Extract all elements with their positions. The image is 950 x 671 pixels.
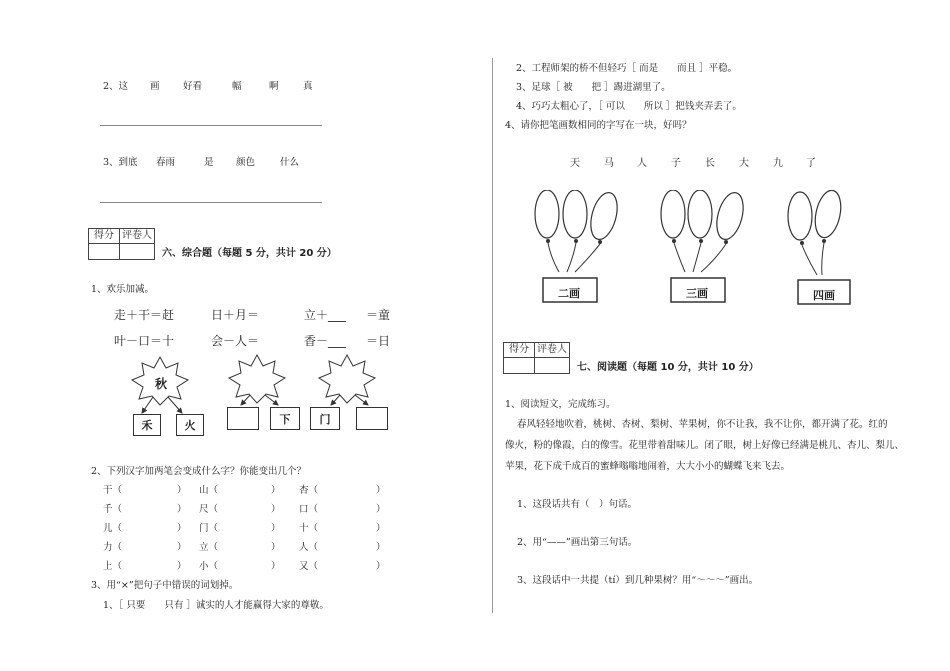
balloon (661, 190, 685, 238)
grader-label: 评卷人 (119, 229, 154, 243)
paren-close: ） (177, 523, 187, 534)
s6q3-item[interactable]: 2、工程师架的桥不但轻巧［ 而是 而且 ］平稳。 (516, 63, 738, 74)
stroke-char: 了 (806, 158, 816, 169)
stroke-char: 长 (705, 158, 715, 169)
box-char: 禾 (141, 419, 153, 432)
equation: 会－人＝ (211, 334, 260, 348)
stroke-char: 天 (570, 158, 580, 169)
char-prompt: 干（ (103, 485, 123, 496)
q2-word: 画 (150, 81, 160, 92)
char-prompt: 口（ (299, 504, 319, 515)
balloon (563, 190, 587, 238)
paren-close: ） (177, 561, 187, 572)
paren-close: ） (177, 504, 187, 515)
paren-close: ） (271, 542, 281, 553)
paren-close: ） (376, 561, 386, 572)
char-prompt: 门（ (199, 523, 219, 534)
star-1-right-box[interactable] (176, 414, 204, 436)
q2-answer-line[interactable] (100, 125, 322, 126)
q2-word: 啊 (269, 81, 279, 92)
q2-word: 真 (303, 81, 313, 92)
equation: 走＋干＝赶 (114, 308, 175, 322)
score-label: 得分 (94, 230, 114, 241)
s6q3-item[interactable]: 4、巧巧太粗心了，［ 可以 所以 ］把钱夹弄丢了。 (516, 101, 742, 112)
char-prompt: 人（ (299, 542, 319, 553)
s6q2-title: 2、下列汉字加两笔会变成什么字？你能变出几个？ (91, 466, 307, 477)
paren-close: ） (271, 561, 281, 572)
equation: 立＋___ (304, 308, 347, 322)
equation: 香－___ (304, 334, 347, 348)
balloon (535, 190, 559, 238)
score-box (503, 342, 570, 374)
star-3-right-box[interactable] (356, 407, 388, 430)
box-char: 门 (319, 412, 331, 426)
balloon (688, 190, 712, 238)
stroke-char: 人 (637, 158, 647, 169)
score-box (88, 228, 155, 260)
s7q1-title: 1、阅读短文，完成练习。 (505, 399, 616, 410)
group-label: 四画 (813, 289, 835, 302)
box-char: 下 (279, 412, 291, 426)
stroke-char: 马 (604, 158, 614, 169)
equation: ＝日 (366, 334, 391, 348)
star-1-left-box[interactable] (133, 414, 161, 436)
reading-question[interactable]: 2、用“——”画出第三句话。 (517, 537, 638, 548)
paren-close: ） (376, 523, 386, 534)
char-prompt: 小（ (199, 561, 219, 572)
char-prompt: 儿（ (103, 523, 123, 534)
column-divider (492, 58, 493, 613)
balloon (788, 192, 812, 240)
s6q3-item[interactable]: 3、足球［ 被 把 ］踢进湖里了。 (516, 82, 671, 93)
q2-number: 2、这 (103, 81, 129, 92)
char-prompt: 立（ (199, 542, 219, 553)
box-char: 火 (184, 419, 196, 432)
star-3-left-box[interactable] (310, 407, 340, 430)
score-label: 得分 (509, 344, 529, 355)
star-2-left-box[interactable] (227, 407, 259, 430)
balloon (586, 190, 622, 242)
paren-close: ） (376, 485, 386, 496)
star-2-right-box[interactable] (270, 407, 300, 430)
grader-label: 评卷人 (534, 343, 569, 357)
paren-close: ） (376, 504, 386, 515)
char-prompt: 力（ (103, 542, 123, 553)
q3-word: 是 (204, 157, 214, 168)
char-prompt: 上（ (103, 561, 123, 572)
q3-word: 颜色 (236, 157, 256, 168)
section-6-title: 六、综合题（每题 5 分，共计 20 分） (162, 248, 337, 259)
s6q3-item[interactable]: 1、［ 只要 只有 ］诚实的人才能赢得大家的尊敬。 (103, 600, 329, 611)
char-prompt: 又（ (299, 561, 319, 572)
balloon (712, 190, 748, 242)
star-shape-3 (319, 355, 375, 403)
char-prompt: 山（ (199, 485, 219, 496)
passage-line: 苹果，花下成千成百的蜜蜂嗡嗡地闹着，大大小小的蝴蝶飞来飞去。 (505, 461, 791, 472)
char-prompt: 千（ (103, 504, 123, 515)
star-shape-2 (229, 355, 285, 403)
group-label: 三画 (686, 287, 708, 300)
char-prompt: 杏（ (299, 485, 319, 496)
passage-line: 春风轻轻地吹着，桃树、杏树、梨树、苹果树，你不让我，我不让你，都开满了花。红的 (517, 419, 888, 430)
score-field[interactable] (89, 244, 119, 259)
score-field[interactable] (504, 358, 534, 373)
stroke-char: 大 (739, 158, 749, 169)
paren-close: ） (271, 523, 281, 534)
balloon (811, 190, 844, 240)
reading-question[interactable]: 3、这段话中一共提（tí）到几种果树？用“～～～”画出。 (517, 575, 759, 586)
equation: 日＋月＝ (211, 308, 260, 322)
grader-field[interactable] (534, 358, 569, 373)
q3-word: 春雨 (156, 157, 176, 168)
q3-word: 什么 (280, 157, 300, 168)
char-prompt: 十（ (299, 523, 319, 534)
q3-answer-line[interactable] (100, 202, 322, 203)
paren-close: ） (177, 542, 187, 553)
equation: 叶－口＝十 (114, 334, 175, 348)
s6q3-title: 3、用“×”把句子中错误的词划掉。 (91, 580, 239, 591)
q3-number: 3、到底 (103, 157, 138, 168)
q2-word: 好看 (183, 81, 203, 92)
group-label: 二画 (558, 287, 580, 300)
q2-word: 幅 (232, 81, 242, 92)
char-prompt: 尺（ (199, 504, 219, 515)
paren-close: ） (177, 485, 187, 496)
passage-line: 像火，粉的像霞，白的像雪。花里带着甜味儿。闭了眼，树上好像已经满是桃儿、杏儿、梨儿、 (505, 440, 905, 451)
paren-close: ） (271, 504, 281, 515)
section-7-title: 七、阅读题（每题 10 分，共计 10 分） (577, 362, 759, 373)
paren-close: ） (376, 542, 386, 553)
stroke-char: 九 (773, 158, 783, 169)
paren-close: ） (271, 485, 281, 496)
s6q4-title: 4、请你把笔画数相同的字写在一块，好吗？ (505, 120, 692, 131)
grader-field[interactable] (119, 244, 154, 259)
star-center-char: 秋 (155, 377, 168, 391)
stroke-char: 子 (671, 158, 681, 169)
equation: ＝童 (366, 308, 391, 322)
reading-question[interactable]: 1、这段话共有（ ）句话。 (517, 499, 638, 510)
s6q1-title: 1、欢乐加减。 (91, 284, 155, 295)
